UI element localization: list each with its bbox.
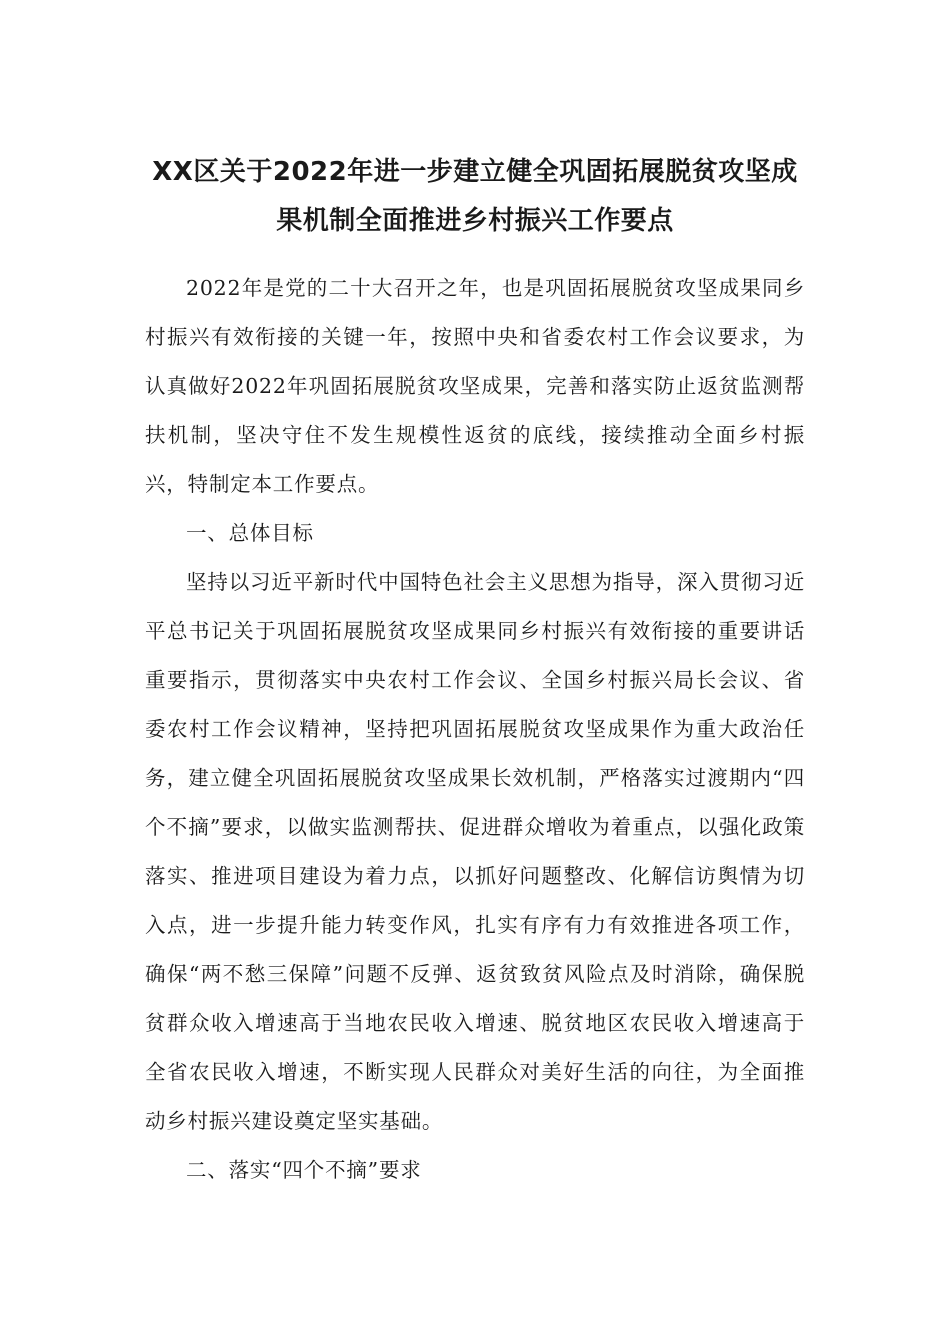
document-title: XX区关于2022年进一步建立健全巩固拓展脱贫攻坚成果机制全面推进乡村振兴工作要点	[152, 157, 798, 236]
section-heading-four-not-remove: 二、落实“四个不摘”要求	[186, 1158, 422, 1182]
document-body	[145, 264, 805, 1195]
section-heading-overall-goal: 一、总体目标	[186, 521, 314, 545]
intro-paragraph: 2022年是党的二十大召开之年，也是巩固拓展脱贫攻坚成果同乡村振兴有效衔接的关键一年，按照中央和省委农村工作会议要求，为认真做好2022年巩固拓展脱贫攻坚成果，完善和落实防止返贫监测帮扶机制，坚决守住不发生规模性返贫的底线，接续推动全面乡村振兴，特制定本工作要点。	[145, 276, 805, 496]
overall-goal-paragraph: 坚持以习近平新时代中国特色社会主义思想为指导，深入贯彻习近平总书记关于巩固拓展脱贫攻坚成果同乡村振兴有效衔接的重要讲话重要指示，贯彻落实中央农村工作会议、全国乡村振兴局长会议、省委农村工作会议精神，坚持把巩固拓展脱贫攻坚成果作为重大政治任务，建立健全巩固拓展脱贫攻坚成果长效机制，严格落实过渡期内“四个不摘”要求，以做实监测帮扶、促进群众增收为着重点，以强化政策落实、推进项目建设为着力点，以抓好问题整改、化解信访舆情为切入点，进一步提升能力转变作风，扎实有序有力有效推进各项工作，确保“两不愁三保障”问题不反弹、返贫致贫风险点及时消除，确保脱贫群众收入增速高于当地农民收入增速、脱贫地区农民收入增速高于全省农民收入增速，不断实现人民群众对美好生活的向往，为全面推动乡村振兴建设奠定坚实基础。	[145, 570, 805, 1133]
